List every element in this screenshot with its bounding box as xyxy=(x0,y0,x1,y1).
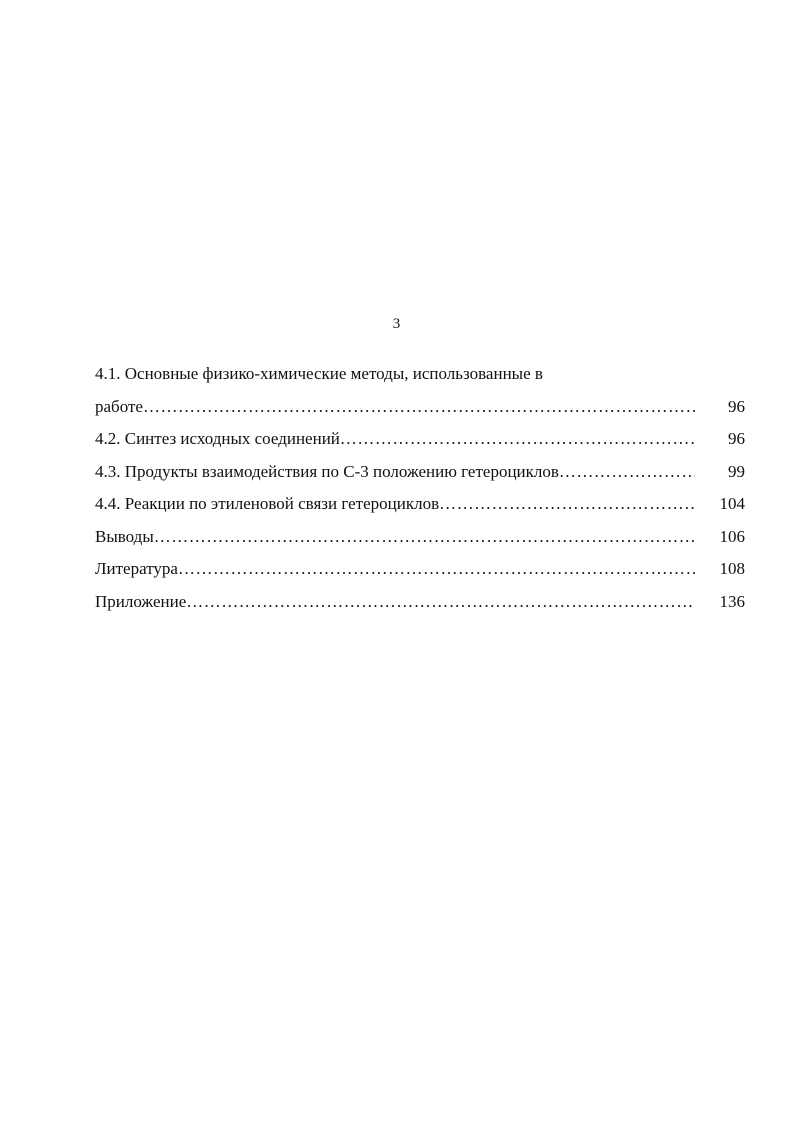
toc-entry-page: 106 xyxy=(719,526,745,546)
toc-leader-dots xyxy=(143,391,695,424)
toc-entry-title: работе xyxy=(95,396,143,416)
toc-entry-conclusions xyxy=(95,521,745,554)
toc-leader-dots xyxy=(559,456,695,489)
toc-entry-4-2 xyxy=(95,423,745,456)
table-of-contents xyxy=(95,358,745,618)
toc-leader-dots xyxy=(439,488,695,521)
toc-entry-page: 104 xyxy=(719,494,745,513)
toc-entry-page: 96 xyxy=(728,429,745,448)
toc-entry-title: 4.2. Синтез исходных соединений xyxy=(95,429,340,448)
toc-entry-title: Выводы xyxy=(95,526,154,546)
toc-entry-appendix xyxy=(95,586,745,619)
toc-entry-4-3 xyxy=(95,456,745,489)
page-number: 3 xyxy=(392,316,401,332)
toc-entry-title: Приложение xyxy=(95,591,187,611)
toc-entry-4-1-line2 xyxy=(95,391,745,424)
toc-entry-literature xyxy=(95,553,745,586)
toc-entry-title: 4.4. Реакции по этиленовой связи гетероциклов xyxy=(95,494,440,513)
toc-leader-dots xyxy=(340,423,695,456)
toc-entry-title: Литература xyxy=(95,559,178,578)
toc-entry-page: 96 xyxy=(728,396,745,416)
toc-entry-title: 4.3. Продукты взаимодействия по С-3 положению гетероциклов xyxy=(95,461,559,481)
toc-entry-4-1-line1 xyxy=(95,358,745,391)
toc-leader-dots xyxy=(154,521,695,554)
toc-entry-page: 136 xyxy=(719,591,745,611)
toc-leader-dots xyxy=(186,586,695,619)
toc-entry-title: 4.1. Основные физико-химические методы, использованные в xyxy=(95,364,543,383)
toc-entry-page: 99 xyxy=(728,461,745,481)
toc-leader-dots xyxy=(178,553,695,586)
toc-entry-page: 108 xyxy=(719,559,745,578)
toc-entry-4-4 xyxy=(95,488,745,521)
